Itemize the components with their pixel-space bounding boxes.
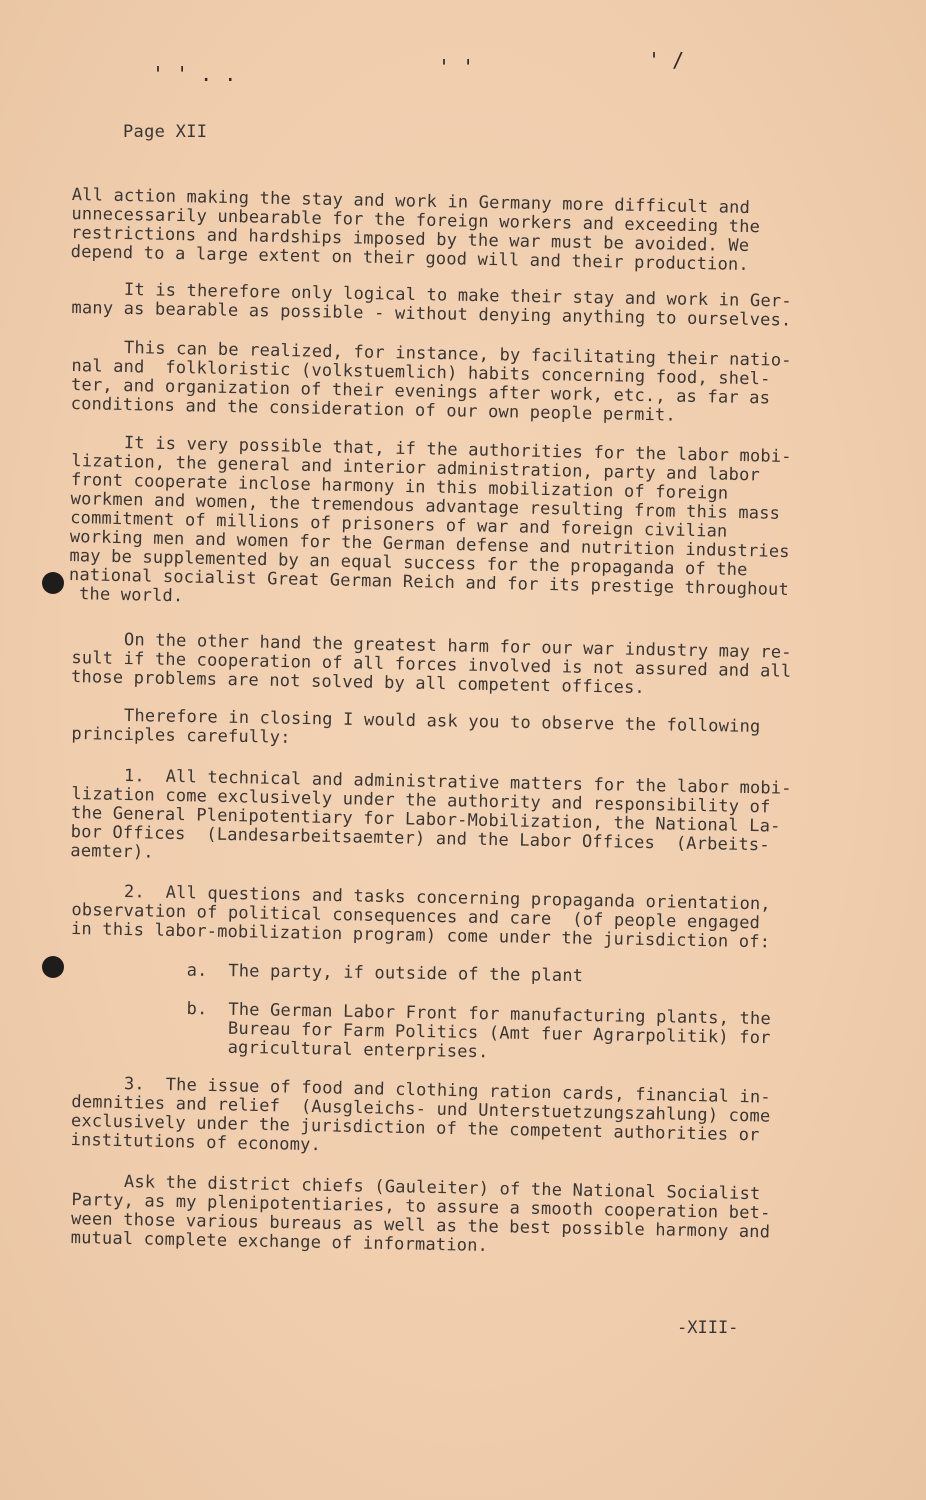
sub-item-a: a. The party, if outside of the plant xyxy=(71,959,584,987)
list-item-2: 2. All questions and tasks concerning propaganda orientation, observation of political consequences and care (of people engaged in this labor-mobilization program) come under the jurisdiction of: xyxy=(70,881,772,953)
list-item-1: 1. All technical and administrative matters for the labor mobi- lization come exclusively under the authority and responsibility of the General Plenipotentiary for Labor-Mobilization, the National La- bor Offices (Landesarbeitsaemter) and the Labor Offices (Arbeits- aemter). xyxy=(70,765,792,863)
next-page-marker: -XIII- xyxy=(677,1318,739,1338)
punch-hole-lower xyxy=(42,956,64,978)
top-mark-left: ' ' . . xyxy=(152,62,237,86)
top-mark-right: ' / xyxy=(648,48,685,72)
closing-paragraph: Ask the district chiefs (Gauleiter) of the National Socialist Party, as my plenipotentiaries, to assure a smooth cooperation bet- ween those various bureaus as well as the best possible harmony and mutual complete exchange of information. xyxy=(70,1171,771,1256)
paragraph-3: This can be realized, for instance, by facilitating their natio- nal and folkloristic (volkstuemlich) habits concerning food, shel- ter, and organization of their evenings after work, etc., as far as conditions and the consideration of our own people permit. xyxy=(70,337,792,426)
paragraph-5: On the other hand the greatest harm for our war industry may re- sult if the cooperation of all forces involved is not assured and all those problems are not solved by all competent offices. xyxy=(70,629,792,699)
paragraph-6: Therefore in closing I would ask you to observe the following principles carefully: xyxy=(71,705,761,748)
top-mark-center: ' ' xyxy=(438,55,475,79)
page-label: Page XII xyxy=(123,122,208,142)
list-item-3: 3. The issue of food and clothing ration cards, financial in- demnities and relief (Ausgleichs- und Unterstuetzungszahlung) come exclusively under the jurisdiction of the competent authorities or institutions of economy. xyxy=(70,1073,772,1156)
paragraph-2: It is therefore only logical to make their stay and work in Ger- many as bearable as possible - without denying anything to ourselves. xyxy=(71,279,792,331)
paragraph-4: It is very possible that, if the authorities for the labor mobi- lization, the general and interior administration, party and labor front cooperate inclose harmony in this mobilization of foreign workmen and women, the tremendous advantage resulting from this mass commitment of millions of prisoners of war and foreign civilian working men and women for the German defense and nutrition industries may be supplemented by an equal success for the propaganda of the national socialist Great German Reich and for its prestige throughout the world. xyxy=(68,432,792,607)
sub-item-b: b. The German Labor Front for manufacturing plants, the Bureau for Farm Politics (Amt fuer Agrarpolitik) for agricultural enterprises. xyxy=(71,997,772,1063)
paragraph-1: All action making the stay and work in Germany more difficult and unnecessarily unbearable for the foreign workers and exceeding the restrictions and hardships imposed by the war must be avoided. We depend to a large extent on their good will and their production. xyxy=(70,185,761,276)
punch-hole-upper xyxy=(42,572,64,594)
